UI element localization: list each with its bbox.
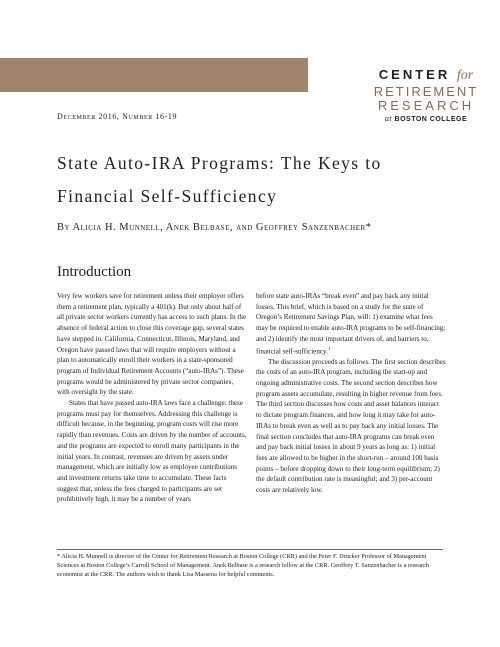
left-column: [57, 291, 247, 505]
right-column: [256, 291, 446, 496]
footnote-reference[interactable]: 1: [327, 346, 331, 352]
paragraph: The discussion proceeds as follows. The first section describes the costs of an auto-IRA program, including the start-up and ongoing administrative costs. The second section describes how program assets accumulate, resulting in higher revenue from fees. The third section discusses how costs and asset balances interact to dictate program finances, and how long it may take for auto-IRAs to break even as well as to pay back any initial losses. The final section concludes that auto-IRA programs can break even and pay back initial losses in about 9 years as long as: 1) initial fees are allowed to be higher in the short-run – around 100 basis points – before dropping down to their long-term equilibrium; 2) the default contribution rate is meaningful; and 3) per-account costs are relatively low.: [256, 357, 446, 495]
crr-logo: CENTER for RETIREMENT RESEARCH at BOSTON COLLEGE: [373, 67, 479, 123]
issue-date: December 2016, Number 16-19: [57, 112, 178, 121]
paragraph: Very few workers save for retirement unless their employer offers them a retirement plan, typically a 401(k). But only about half of all private sector workers currently has access to such plans. In the absence of federal action to close this coverage gap, several states have stepped in. California, Connecticut, Illinois, Maryland, and Oregon have passed laws that will require employers without a plan to automatically enroll their workers in a state-sponsored program of Individual Retirement Accounts (“auto-IRAs”). These programs would be administered by private sector companies, with oversight by the state.: [57, 292, 247, 397]
footnote-divider: [57, 549, 443, 550]
paragraph: States that have passed auto-IRA laws face a challenge: these programs must pay for themselves. Addressing this challenge is difficult because, in the beginning, program costs will rise more rapidly than revenues. Costs are driven by the number of accounts, and the programs are expected to enroll many participants in the initial years. In contrast, revenues are driven by assets under management, which are initially low as employee contributions and investment returns take time to accumulate. These facts suggest that, unless the fees charged to participants are set prohibitively high, it may be a number of years: [57, 399, 247, 504]
section-heading-introduction: Introduction: [57, 264, 132, 280]
paragraph: before state auto-IRAs “break even” and pay back any initial losses. This brief, which is based on a study for the state of Oregon’s Retirement Savings Plan, will: 1) examine what fees may be required to enable auto-IRA programs to be self-financing; and 2) identify the most important drivers of, and barriers to, financial self-sufficiency.$^1$: [256, 292, 446, 355]
article-title: State Auto-IRA Programs: The Keys to Financial Self-Sufficiency: [57, 153, 382, 206]
authors-line: By Alicia H. Munnell, Anek Belbase, and Geoffrey Sanzenbacher*: [57, 222, 372, 233]
header-color-band: [0, 58, 308, 92]
author-footnote: * Alicia H. Munnell is director of the Center for Retirement Research at Boston College (CRR) and the Peter F. Drucker Professor of Management Sciences at Boston College’s Carroll School of Management. Anek Belbase is a research fellow at the CRR. Geoffrey T. Sanzenbacher is a research economist at the CRR. The authors wish to thank Lisa Massena for helpful comments.: [57, 553, 429, 578]
